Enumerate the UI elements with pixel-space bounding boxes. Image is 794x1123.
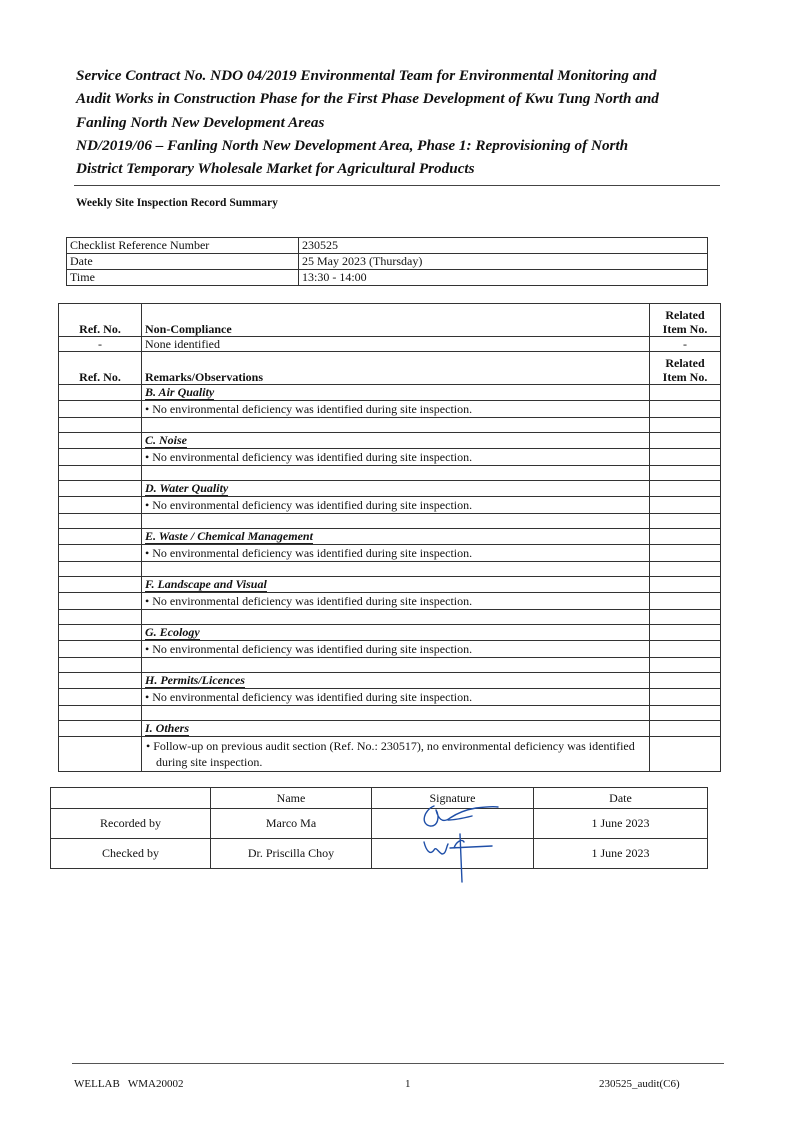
- info-label: Date: [67, 254, 299, 270]
- document-subtitle: Weekly Site Inspection Record Summary: [76, 197, 278, 209]
- section-title-row: [59, 577, 721, 593]
- section-title: E. Waste / Chemical Management: [145, 529, 313, 543]
- spacer-row: [59, 514, 721, 529]
- signoff-table: [50, 787, 708, 869]
- signoff-role: Checked by: [51, 839, 211, 869]
- section-title-row: [59, 721, 721, 737]
- observation-text: • No environmental deficiency was identified during site inspection.: [142, 593, 650, 610]
- signoff-name: Dr. Priscilla Choy: [211, 839, 372, 869]
- observation-text: • No environmental deficiency was identified during site inspection.: [142, 689, 650, 706]
- signoff-name: Marco Ma: [211, 809, 372, 839]
- signoff-date: 1 June 2023: [534, 839, 708, 869]
- section-title-row: [59, 385, 721, 401]
- signature-header: Signature: [372, 788, 534, 809]
- related-item-header: [650, 304, 721, 337]
- noncompliance-header-row: [59, 304, 721, 337]
- observation-text: • No environmental deficiency was identified during site inspection.: [142, 545, 650, 562]
- title-line: ND/2019/06 – Fanling North New Development Area, Phase 1: Reprovisioning of North: [76, 136, 629, 154]
- remarks-header-row: [59, 352, 721, 385]
- spacer-row: [59, 418, 721, 433]
- related-item-header-line2: Item No.: [662, 322, 708, 336]
- spacer-row: [59, 706, 721, 721]
- related-item-header-line1: Related: [665, 356, 705, 370]
- signoff-header-row: [51, 788, 708, 809]
- info-row: [67, 238, 708, 254]
- checklist-info-table: [66, 237, 708, 286]
- observation-row: [59, 737, 721, 772]
- observation-row: [59, 497, 721, 514]
- spacer-row: [59, 466, 721, 481]
- spacer-row: [59, 610, 721, 625]
- footer-file-reference: 230525_audit(C6): [599, 1078, 680, 1090]
- observation-text: • Follow-up on previous audit section (Ref. No.: 230517), no environmental deficiency was identified during site inspection.: [142, 737, 650, 772]
- observation-row: [59, 545, 721, 562]
- section-title: F. Landscape and Visual: [145, 577, 267, 591]
- noncompliance-item: -: [650, 337, 721, 352]
- info-value: 13:30 - 14:00: [299, 270, 708, 286]
- observation-text: • No environmental deficiency was identified during site inspection.: [142, 449, 650, 466]
- observation-text: • No environmental deficiency was identified during site inspection.: [142, 401, 650, 418]
- section-title-row: [59, 529, 721, 545]
- observation-row: [59, 641, 721, 658]
- signature-cell: [372, 809, 534, 839]
- info-value: 25 May 2023 (Thursday): [299, 254, 708, 270]
- section-title: B. Air Quality: [145, 385, 215, 399]
- noncompliance-header: Non-Compliance: [142, 304, 650, 337]
- ref-no-header: Ref. No.: [59, 304, 142, 337]
- section-title: D. Water Quality: [145, 481, 229, 495]
- info-label: Checklist Reference Number: [67, 238, 299, 254]
- signoff-row: [51, 839, 708, 869]
- info-label: Time: [67, 270, 299, 286]
- document-title: [76, 64, 721, 180]
- observation-row: [59, 689, 721, 706]
- related-item-header-line1: Related: [665, 308, 705, 322]
- observation-row: [59, 593, 721, 610]
- section-title: C. Noise: [145, 433, 187, 447]
- footer-divider: [72, 1063, 724, 1064]
- remarks-header: Remarks/Observations: [142, 352, 650, 385]
- observation-row: [59, 401, 721, 418]
- title-line: Audit Works in Construction Phase for the First Phase Development of Kwu Tung North and: [76, 90, 659, 108]
- observation-text: • No environmental deficiency was identified during site inspection.: [142, 641, 650, 658]
- noncompliance-ref: -: [59, 337, 142, 352]
- footer-document-code: WELLAB WMA20002: [74, 1078, 184, 1090]
- signoff-role: Recorded by: [51, 809, 211, 839]
- section-title-row: [59, 625, 721, 641]
- section-title-row: [59, 481, 721, 497]
- related-item-header-line2: Item No.: [662, 370, 708, 384]
- info-row: [67, 270, 708, 286]
- spacer-row: [59, 562, 721, 577]
- noncompliance-desc: None identified: [142, 337, 650, 352]
- info-row: [67, 254, 708, 270]
- signature-cell: [372, 839, 534, 869]
- page-number: 1: [405, 1078, 411, 1090]
- title-line: District Temporary Wholesale Market for Agricultural Products: [76, 160, 475, 178]
- signoff-date: 1 June 2023: [534, 809, 708, 839]
- title-line: Fanling North New Development Areas: [76, 113, 325, 131]
- noncompliance-row: [59, 337, 721, 352]
- inspection-table: [58, 303, 721, 772]
- signoff-row: [51, 809, 708, 839]
- spacer-row: [59, 658, 721, 673]
- section-title-row: [59, 433, 721, 449]
- info-value: 230525: [299, 238, 708, 254]
- title-divider: [74, 185, 720, 186]
- ref-no-header: Ref. No.: [59, 352, 142, 385]
- section-title: G. Ecology: [145, 625, 200, 639]
- name-header: Name: [211, 788, 372, 809]
- section-title-row: [59, 673, 721, 689]
- observation-row: [59, 449, 721, 466]
- observation-text: • No environmental deficiency was identified during site inspection.: [142, 497, 650, 514]
- section-title: H. Permits/Licences: [145, 673, 245, 687]
- date-header: Date: [534, 788, 708, 809]
- title-line: Service Contract No. NDO 04/2019 Environmental Team for Environmental Monitoring and: [76, 67, 657, 84]
- section-title: I. Others: [145, 721, 190, 735]
- related-item-header: [650, 352, 721, 385]
